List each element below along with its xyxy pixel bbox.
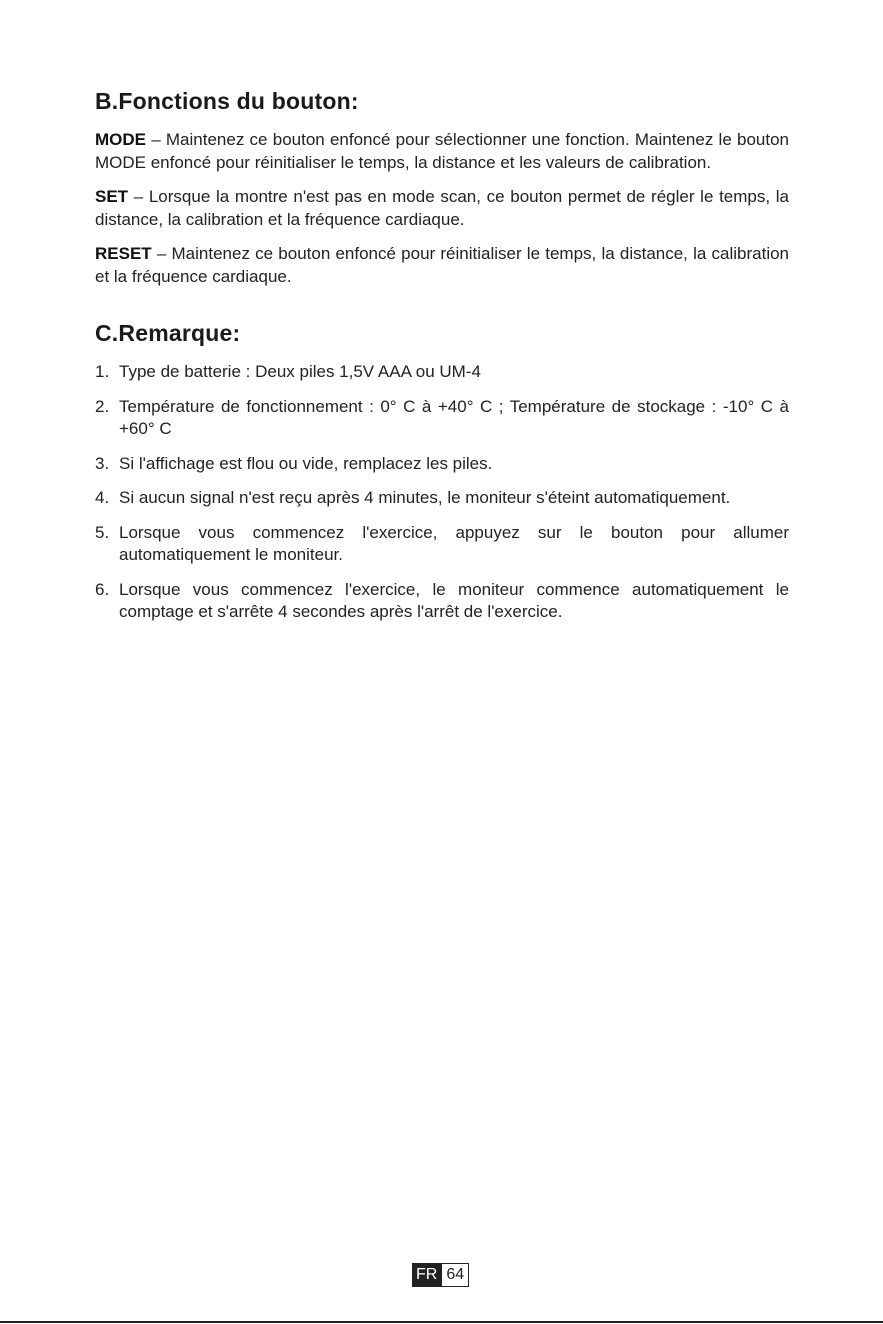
list-item-text: Lorsque vous commencez l'exercice, appuyez sur le bouton pour allumer automatiquement le moniteur.	[119, 522, 789, 564]
button-text: – Maintenez ce bouton enfoncé pour réinitialiser le temps, la distance, la calibration et la fréquence cardiaque.	[95, 244, 789, 286]
list-item	[95, 361, 789, 384]
button-term: MODE	[95, 130, 146, 149]
list-item	[95, 396, 789, 441]
button-term: SET	[95, 187, 129, 206]
list-item	[95, 522, 789, 567]
page-number: 64	[441, 1263, 469, 1287]
language-badge: FR	[412, 1263, 441, 1287]
list-item-text: Si aucun signal n'est reçu après 4 minutes, le moniteur s'éteint automatiquement.	[119, 488, 731, 507]
button-term: RESET	[95, 244, 152, 263]
page-content	[95, 88, 789, 636]
list-item	[95, 579, 789, 624]
list-item-text: Lorsque vous commencez l'exercice, le moniteur commence automatiquement le comptage et s'arrête 4 secondes après l'arrêt de l'exercice.	[119, 579, 789, 621]
remark-list	[95, 361, 789, 624]
button-text: – Maintenez ce bouton enfoncé pour sélectionner une fonction. Maintenez le bouton MODE enfoncé pour réinitialiser le temps, la distance et les valeurs de calibration.	[95, 130, 789, 172]
list-item-text: Type de batterie : Deux piles 1,5V AAA ou UM-4	[119, 362, 481, 381]
button-description-mode	[95, 129, 789, 174]
button-description-reset	[95, 243, 789, 288]
list-item-text: Si l'affichage est flou ou vide, remplacez les piles.	[119, 453, 493, 473]
list-item-number: 6.	[95, 579, 110, 599]
button-description-set	[95, 186, 789, 231]
list-item-number: 2.	[95, 396, 110, 416]
list-item	[95, 453, 789, 476]
page-footer	[412, 1263, 469, 1287]
list-item	[95, 487, 789, 510]
list-item-number: 1.	[95, 362, 110, 381]
list-item-number: 3.	[95, 453, 110, 473]
list-item-text: Température de fonctionnement : 0° C à +40° C ; Température de stockage : -10° C à +60° C	[119, 396, 789, 438]
bottom-divider	[0, 1321, 883, 1323]
list-item-number: 4.	[95, 488, 110, 507]
list-item-number: 5.	[95, 522, 110, 542]
section-c-title: C.Remarque:	[95, 320, 241, 346]
section-b-title: B.Fonctions du bouton:	[95, 88, 359, 114]
button-text: – Lorsque la montre n'est pas en mode scan, ce bouton permet de régler le temps, la distance, la calibration et la fréquence cardiaque.	[95, 187, 789, 229]
